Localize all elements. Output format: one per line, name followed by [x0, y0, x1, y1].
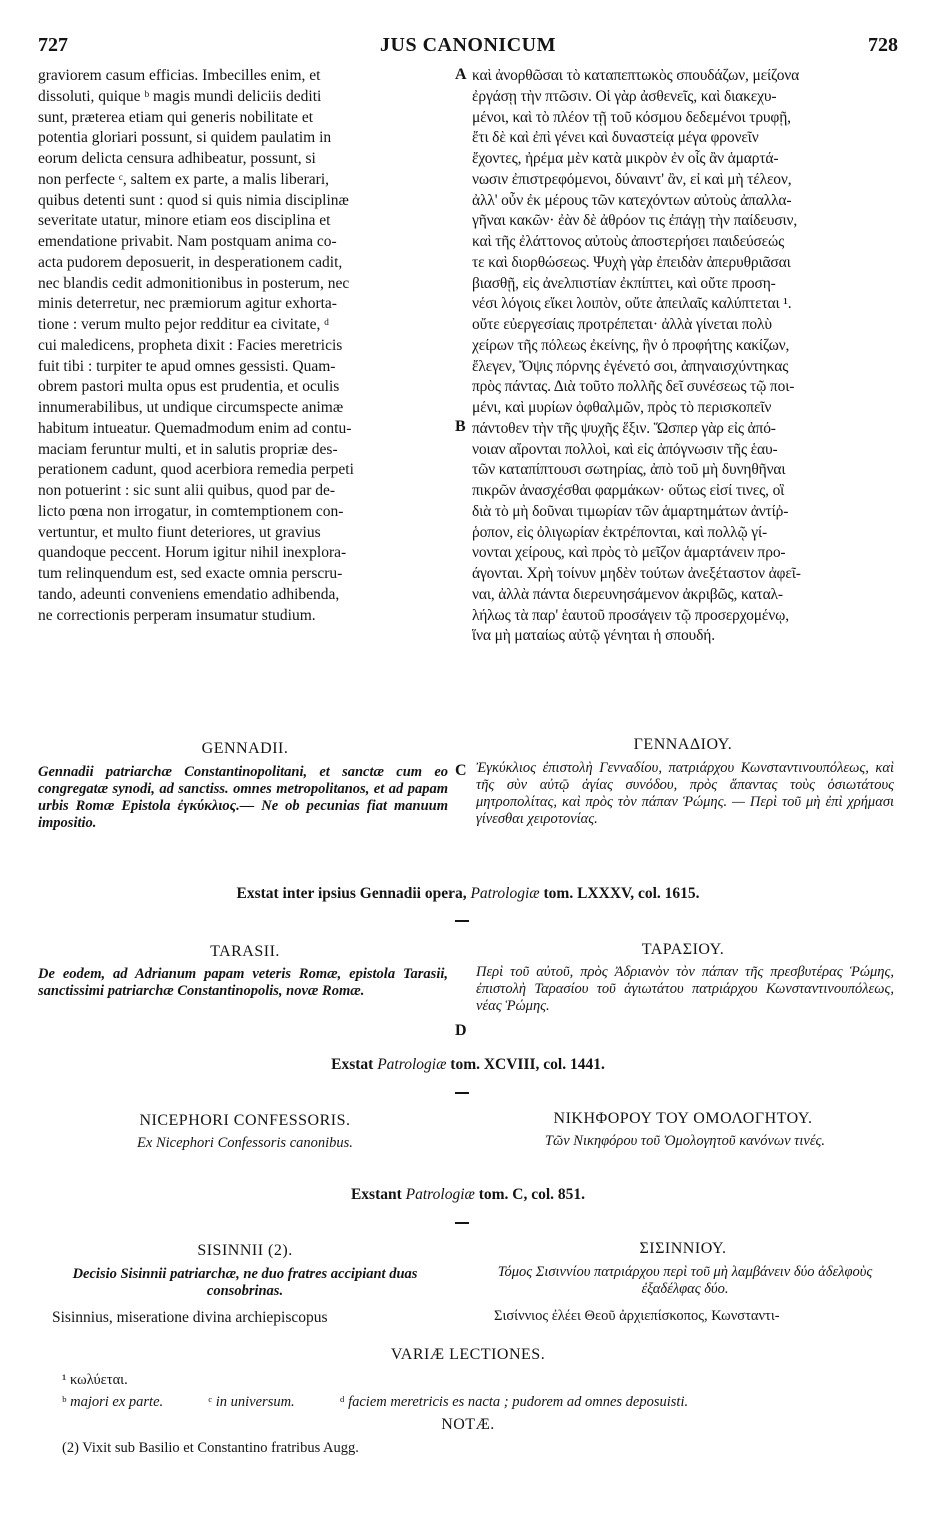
- greek-line: ἐργάσῃ τὴν πτῶσιν. Οἱ γὰρ ἀσθενεῖς, καὶ διακεχυ-: [472, 87, 777, 105]
- variant-d-text: faciem meretricis es nacta ; pudorem ad omnes deposuisti.: [348, 1394, 689, 1410]
- gennadius-exstat-suffix: tom. LXXXV, col. 1615.: [543, 885, 700, 902]
- latin-line: fuit tibi : turpiter te apud omnes gessisti. Quam-: [38, 357, 336, 375]
- variant-d-mark: ᵈ: [339, 1394, 345, 1410]
- latin-line: graviorem casum efficias. Imbecilles enim, et: [38, 67, 321, 84]
- greek-line: καὶ ἀνορθῶσαι τὸ καταπεπτωκὸς σπουδάζων, μείζονα: [472, 67, 800, 84]
- latin-line: minis deterretur, nec præmiorum agitur exhorta-: [38, 295, 337, 313]
- marker-c: C: [455, 762, 467, 779]
- greek-line: πρὸς πάντας. Διὰ τοῦτο πολλῆς δεῖ συνέσεως τῷ ποι-: [472, 378, 795, 396]
- nicephorus-latin-desc: Ex Nicephori Confessoris canonibus.: [137, 1135, 353, 1151]
- latin-line: potentia gloriari possunt, si quidem paulatim in: [38, 129, 332, 147]
- greek-line: νονται χείρους, καὶ πρὸς τὸ μεῖζον ἁμαρτάνειν προ-: [472, 544, 786, 562]
- greek-line: ῥοπον, εἰς ὀλιγωρίαν ἐκτρέπονται, καὶ πολλῷ γί-: [472, 523, 768, 541]
- greek-line: οὔτε εὐεργεσίαις προτρέπεται· ἀλλὰ γίνεται πολὺ: [472, 316, 772, 333]
- greek-line: άγονται. Χρὴ τοίνυν μηδὲν τούτων ἀνεξέταστον ἀφεῖ-: [472, 565, 801, 582]
- variae-title: VARIÆ LECTIONES.: [390, 1346, 546, 1363]
- greek-line: πικρῶν ἀνασχέσθαι φαρμάκων· οὕτως εἰσί τινες, οἳ: [472, 482, 785, 499]
- greek-line: ναι, ἀλλὰ πάντα διερευνησάμενον ἀκριβῶς, καταλ-: [472, 585, 783, 603]
- latin-line: nec blandis cedit admonitionibus in posterum, nec: [38, 274, 350, 292]
- latin-line: quandoque peccent. Horum igitur nihil inexplora-: [38, 544, 347, 562]
- variant-c-mark: ᶜ: [208, 1394, 213, 1410]
- greek-line: καὶ τῆς ἐλάττονος αὐτοὺς ἀποστερήσει παιδεύσεώς: [472, 233, 785, 250]
- greek-line: διὰ τὸ μὴ δοῦναι τιμωρίαν τῶν ἁμαρτημάτων ἀντίῤ-: [472, 502, 789, 520]
- gennadius-greek-title: ΓΕΝΝΑΔΙΟΥ.: [633, 736, 733, 753]
- running-title: JUS CANONICUM: [380, 34, 556, 56]
- sisinnius-greek-title: ΣΙΣΙΝΝΙΟΥ.: [639, 1240, 727, 1257]
- variant-2-row: [62, 1394, 898, 1411]
- variant-1-text: κωλύεται.: [69, 1372, 128, 1388]
- nicephorus-exstat-source: Patrologiæ: [405, 1186, 475, 1203]
- latin-line: obrem pastori multa opus est prudentia, et oculis: [38, 378, 340, 396]
- variant-b-text: majori ex parte.: [70, 1394, 164, 1410]
- greek-line: τε καὶ διορθώσεως. Ψυχὴ γὰρ ἐπειδὰν ἀπερυθριᾶσαι: [472, 253, 791, 271]
- gennadius-exstat-source: Patrologiæ: [470, 885, 540, 902]
- divider-3: [455, 1222, 469, 1224]
- greek-line: νέσι λόγοις εἴκει λοιπὸν, οὔτε ἀπειλαῖς καλύπτεται ¹.: [472, 295, 792, 313]
- latin-line: maciam feruntur multi, et in salutis propriæ des-: [38, 440, 338, 458]
- latin-column: [38, 66, 452, 626]
- divider-2: [455, 1092, 469, 1094]
- greek-line: μένι, καὶ μυρίων ὀφθαλμῶν, πρὸς τὸ περισκοπεῖν: [472, 399, 772, 416]
- variant-b-mark: ᵇ: [62, 1394, 67, 1410]
- gennadius-latin-desc: Gennadii patriarchæ Constantinopolitani, et sanctæ cum eo congregatæ synodi, ad sanctiss. omnes metropolitanos, et ad papam urbis Romæ Epistola ἐγκύκλιος.— Ne ob pecunias fiat manuum impositio.: [38, 764, 448, 831]
- latin-line: tione : verum multo pejor redditur ea civitate, ᵈ: [38, 316, 330, 333]
- greek-line: βιασθῇ, εἰς ἀνελπιστίαν ἐκπίπτει, καὶ οὔτε προση-: [472, 274, 776, 292]
- greek-line: τῶν καταπίπτουσι σωτηρίας, ἀπὸ τοῦ μὴ δυνηθῆναι: [472, 461, 786, 479]
- nicephorus-exstat: [38, 1186, 898, 1204]
- greek-line: λήλως τὰ παρ' ἑαυτοῦ προσάγειν τῷ προσερχομένῳ,: [472, 606, 789, 624]
- page-header: [38, 34, 898, 62]
- variant-c-text: in universum.: [215, 1394, 295, 1410]
- gennadius-latin-title: GENNADII.: [201, 740, 289, 757]
- note-2: (2) Vixit sub Basilio et Constantino fratribus Augg.: [62, 1440, 359, 1456]
- marker-d: D: [455, 1022, 467, 1039]
- tarasius-exstat-source: Patrologiæ: [377, 1056, 447, 1073]
- variant-1: [62, 1372, 128, 1389]
- nicephorus-exstat-prefix: Exstant: [350, 1186, 402, 1203]
- tarasius-latin-title: TARASII.: [210, 943, 280, 960]
- latin-line: vertuntur, et multo fiunt deteriores, ut gravius: [38, 523, 321, 541]
- greek-line: νοιαν αἴρονται πολλοὶ, καὶ εἰς ἀπόγνωσιν τῆς ἑαυ-: [472, 440, 778, 458]
- divider-1: [455, 920, 469, 922]
- sisinnius-greek-line: Σισίννιος ἐλέει Θεοῦ ἀρχιεπίσκοπος, Κωνσταντι-: [494, 1308, 780, 1324]
- latin-line: tum relinquendum est, sed exacte omnia perscru-: [38, 565, 343, 582]
- latin-line: dissoluti, quique ᵇ magis mundi deliciis dediti: [38, 87, 322, 105]
- sisinnius-latin-title: SISINNII (2).: [197, 1242, 293, 1259]
- latin-line: non perfecte ᶜ, saltem ex parte, a malis liberari,: [38, 170, 330, 188]
- gennadius-greek-desc: Ἐγκύκλιος ἐπιστολὴ Γενναδίου, πατριάρχου Κωνσταντινουπόλεως, καὶ τῆς σὺν αὐτῷ ἁγίας συνόδου, πρὸς ἅπαντας τοὺς ὁσιωτάτους μητροπολίτας, καὶ πρὸς τὸν πάπαν Ῥώμης. — Περὶ τοῦ μὴ ἐπὶ χρήμασι γίνεσθαι χειροτονίας.: [476, 760, 894, 827]
- notae-title: NOTÆ.: [441, 1416, 495, 1433]
- tarasius-exstat-suffix: tom. XCVIII, col. 1441.: [450, 1056, 605, 1073]
- latin-line: non potuerint : sic sunt alii quibus, quod par de-: [38, 482, 336, 499]
- variant-1-mark: ¹: [62, 1372, 67, 1388]
- latin-line: emendatione privabit. Nam postquam anima co-: [38, 233, 337, 250]
- sisinnius-latin-line: Sisinnius, miseratione divina archiepiscopus: [52, 1309, 328, 1326]
- nicephorus-exstat-suffix: tom. C, col. 851.: [478, 1186, 586, 1203]
- tarasius-greek-desc: Περὶ τοῦ αὐτοῦ, πρὸς Ἀδριανὸν τὸν πάπαν τῆς πρεσβυτέρας Ῥώμης, ἐπιστολὴ Ταρασίου τοῦ ἁγιωτάτου πατριάρχου Κωνσταντινουπόλεως, νέας Ῥώμης.: [476, 964, 894, 1014]
- tarasius-exstat-prefix: Exstat: [331, 1056, 374, 1073]
- sisinnius-latin-desc: Decisio Sisinnii patriarchæ, ne duo fratres accipiant duas consobrinas.: [72, 1266, 418, 1299]
- latin-line: innumerabilibus, ut undique circumspecte animæ: [38, 399, 344, 416]
- gennadius-exstat-prefix: Exstat inter ipsius Gennadii opera,: [236, 885, 467, 902]
- tarasius-greek-title: ΤΑΡΑΣΙΟΥ.: [641, 941, 725, 958]
- greek-line: ἔλεγεν, Ὄψις πόρνης ἐγένετό σοι, ἀπηναισχύντηκας: [472, 357, 789, 375]
- greek-line: ἔχοντες, ἠρέμα μὲν κατὰ μικρὸν ἐν οἷς ἂν ἁμαρτά-: [472, 150, 779, 167]
- page-number-right: 728: [868, 34, 898, 56]
- latin-line: licto pœna non irrogatur, in comtemptionem con-: [38, 502, 344, 520]
- nicephorus-greek-desc: Τῶν Νικηφόρου τοῦ Ὁμολογητοῦ κανόνων τινές.: [544, 1133, 826, 1149]
- latin-line: cui maledicens, propheta dixit : Facies meretricis: [38, 336, 343, 354]
- greek-line: ἵνα μὴ ματαίως αὐτῷ γένηται ἡ σπουδή.: [472, 627, 715, 645]
- greek-line: ἔτι δὲ καὶ ἐπὶ γένει καὶ δυναστείᾳ μέγα φρονεῖν: [472, 129, 759, 147]
- greek-column: [472, 66, 894, 647]
- greek-line: μένοι, καὶ τὸ πλέον τῇ τοῦ κόσμου δεδεμένοι τρυφῇ,: [472, 108, 791, 126]
- sisinnius-greek-desc: Τόμος Σισιννίου πατριάρχου περὶ τοῦ μὴ λαμβάνειν δύο ἀδελφοὺς ἐξαδέλφας δύο.: [497, 1264, 873, 1297]
- marker-b: B: [455, 418, 466, 435]
- greek-line: χείρων τῆς πόλεως ἐκείνης, ἣν ὁ προφήτης κακίζων,: [472, 336, 790, 354]
- latin-line: sunt, præterea etiam qui generis nobilitate et: [38, 108, 314, 126]
- greek-line: ἀλλ' οὖν ἐκ μέρους τῶν κατεχόντων αὐτοὺς ἀπαλλα-: [472, 191, 792, 209]
- latin-line: habitum intueatur. Quemadmodum enim ad contu-: [38, 419, 352, 437]
- nicephorus-greek-title: ΝΙΚΗΦΟΡΟΥ ΤΟΥ ΟΜΟΛΟΓΗΤΟΥ.: [553, 1110, 813, 1127]
- latin-line: tando, adeunti conveniens emendatio adhibenda,: [38, 585, 340, 603]
- gennadius-exstat: [38, 885, 898, 903]
- page-number-left: 727: [38, 34, 68, 56]
- greek-line: νωσιν ἐπιστρεφόμενοι, δύναιντ' ἂν, εἰ καὶ μὴ τέλεον,: [472, 170, 792, 188]
- latin-line: acta pudorem deposuerit, in desperationem cadit,: [38, 253, 343, 271]
- greek-line: γῆναι κακῶν· ἐὰν δὲ ἀθρόον τις ἐπάγῃ τὴν παίδευσιν,: [472, 212, 798, 230]
- latin-line: severitate utatur, minore etiam eos disciplina et: [38, 212, 331, 230]
- tarasius-latin-desc: De eodem, ad Adrianum papam veteris Romæ, epistola Tarasii, sanctissimi patriarchæ Constantinopolis, novæ Romæ.: [38, 966, 448, 999]
- nicephorus-latin-title: NICEPHORI CONFESSORIS.: [139, 1112, 351, 1129]
- latin-line: perationem cadunt, quod acerbiora remedia perpeti: [38, 461, 354, 479]
- latin-line: quibus detenti sunt : quod si quis nimia disciplinæ: [38, 191, 349, 209]
- marker-a: A: [455, 66, 467, 83]
- latin-line: eorum delicta censura adhibeatur, possunt, si: [38, 150, 316, 167]
- greek-line: πάντοθεν τὴν τῆς ψυχῆς ἕξιν. Ὥσπερ γὰρ εἰς ἀπό-: [472, 419, 776, 437]
- latin-line: ne correctionis perperam insumatur studium.: [38, 606, 316, 624]
- tarasius-exstat: [38, 1056, 898, 1074]
